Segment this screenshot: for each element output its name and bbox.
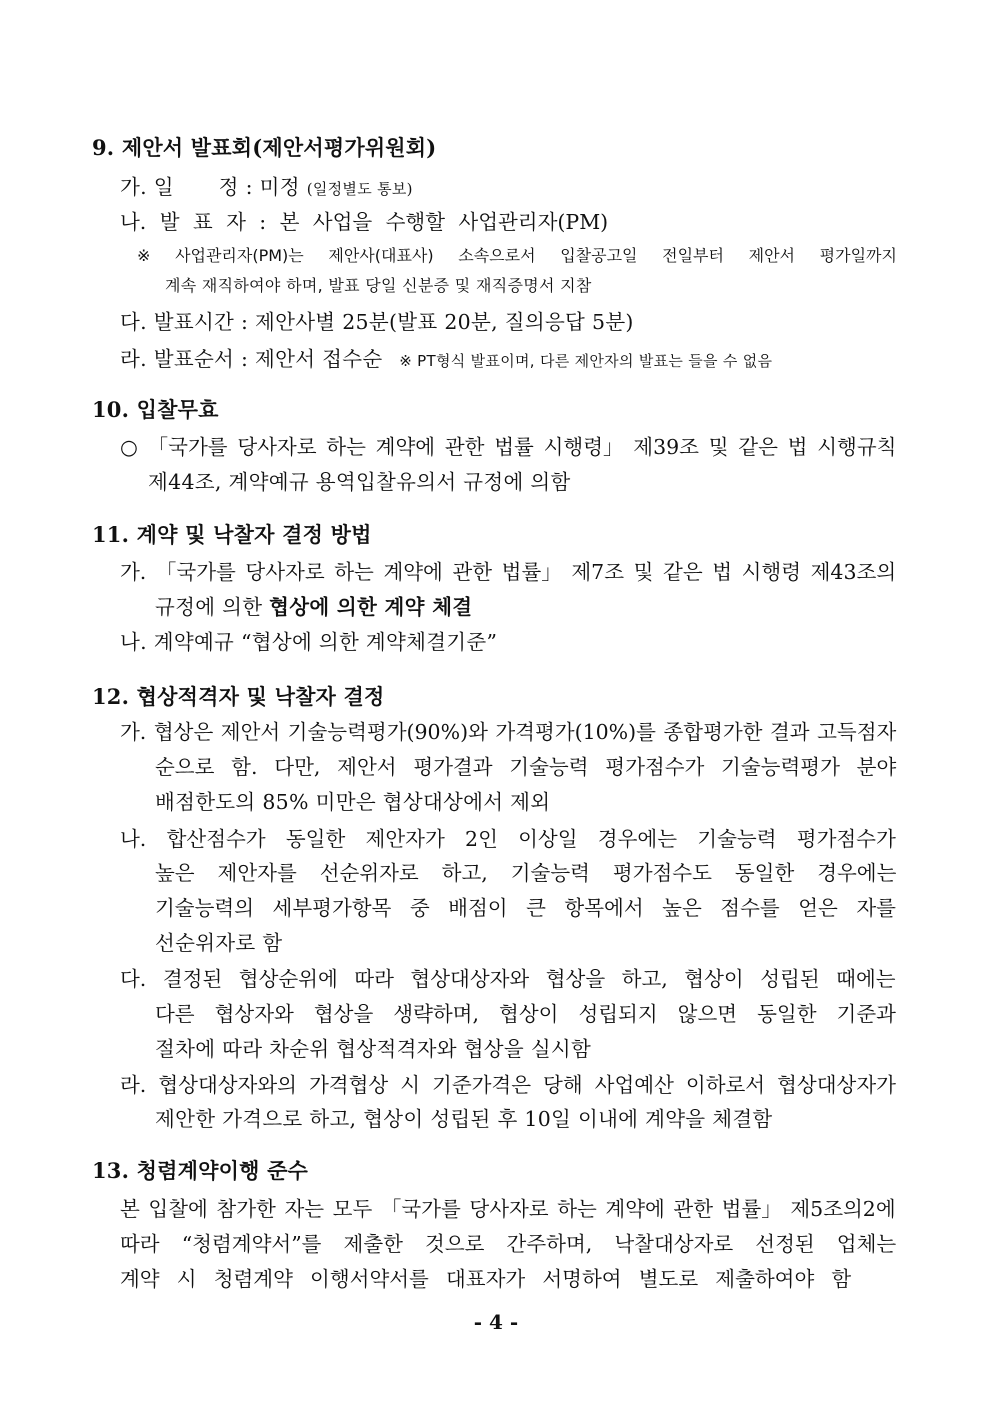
- page-number: - 4 -: [473, 1310, 519, 1334]
- s9-a-value: 미정: [259, 175, 300, 199]
- s9-item-c: 다. 발표시간 : 제안사별 25분(발표 20분, 질의응답 5분): [120, 310, 634, 334]
- section-11-heading: 11. 계약 및 낙찰자 결정 방법: [92, 522, 372, 547]
- s12-c-line2: 다른 협상자와 협상을 생략하며, 협상이 성립되지 않으면 동일한 기준과: [155, 1002, 896, 1026]
- s11-a-line1: 가. 「국가를 당사자로 하는 계약에 관한 법률」 제7조 및 같은 법 시행령 제43조의: [120, 560, 897, 584]
- s9-item-d: [120, 342, 772, 372]
- s12-a-line2: 순으로 함. 다만, 제안서 평가결과 기술능력 평가점수가 기술능력평가 분야: [155, 755, 897, 779]
- s12-d-line2: 제안한 가격으로 하고, 협상이 성립된 후 10일 이내에 계약을 체결함: [155, 1107, 773, 1131]
- s9-d-note: ※ PT형식 발표이며, 다른 제안자의 발표는 들을 수 없음: [399, 352, 773, 370]
- s12-b-line3: 기술능력의 세부평가항목 중 배점이 큰 항목에서 높은 점수를 얻은 자를: [155, 896, 896, 920]
- s12-a-line3: 배점한도의 85% 미만은 협상대상에서 제외: [155, 790, 551, 814]
- s12-d-line1: 라. 협상대상자와의 가격협상 시 기준가격은 당해 사업예산 이하로서 협상대상자가: [120, 1073, 896, 1097]
- s11-a-line2-bold: 협상에 의한 계약 체결: [269, 595, 473, 619]
- section-9-heading: 9. 제안서 발표회(제안서평가위원회): [92, 135, 437, 160]
- s11-a-line2: [155, 590, 472, 620]
- s10-line2: 제44조, 계약예규 용역입찰유의서 규정에 의함: [148, 470, 571, 494]
- s12-b-line4: 선순위자로 함: [155, 931, 283, 955]
- s12-b-line2: 높은 제안자를 선순위자로 하고, 기술능력 평가점수도 동일한 경우에는: [155, 861, 897, 885]
- s12-c-line3: 절차에 따라 차순위 협상적격자와 협상을 실시함: [155, 1037, 592, 1061]
- s11-a-line2-text: 규정에 의한: [155, 595, 270, 619]
- s9-b-note-line2: 계속 재직하여야 하며, 발표 당일 신분증 및 재직증명서 지참: [165, 276, 592, 295]
- s9-d-text: 라. 발표순서 : 제안서 접수순: [120, 347, 383, 371]
- s13-line1: 본 입찰에 참가한 자는 모두 「국가를 당사자로 하는 계약에 관한 법률」 제5조의2에: [120, 1197, 896, 1221]
- s12-a-line1: 가. 협상은 제안서 기술능력평가(90%)와 가격평가(10%)를 종합평가한 결과 고득점자: [120, 720, 897, 744]
- section-13-heading: 13. 청렴계약이행 준수: [92, 1158, 309, 1183]
- s9-b-note-line1: ※ 사업관리자(PM)는 제안사(대표사) 소속으로서 입찰공고일 전일부터 제안서 평가일까지: [137, 246, 897, 265]
- s9-item-b: 나. 발 표 자 : 본 사업을 수행할 사업관리자(PM): [120, 210, 609, 234]
- s13-line2: 따라 “청렴계약서”를 제출한 것으로 간주하며, 낙찰대상자로 선정된 업체는: [120, 1232, 897, 1256]
- s9-item-a: [120, 170, 413, 200]
- section-10-heading: 10. 입찰무효: [92, 397, 219, 422]
- s9-a-label2: 정 :: [218, 175, 253, 199]
- s12-c-line1: 다. 결정된 협상순위에 따라 협상대상자와 협상을 하고, 협상이 성립된 때에는: [120, 967, 896, 991]
- section-12-heading: 12. 협상적격자 및 낙찰자 결정: [92, 684, 385, 709]
- s9-a-label: 가. 일: [120, 175, 174, 199]
- s13-line3: 계약 시 청렴계약 이행서약서를 대표자가 서명하여 별도로 제출하여야 함: [120, 1267, 852, 1291]
- s11-b-line1: 나. 계약예규 “협상에 의한 계약체결기준”: [120, 630, 498, 654]
- s12-b-line1: 나. 합산점수가 동일한 제안자가 2인 이상일 경우에는 기술능력 평가점수가: [120, 827, 896, 851]
- s10-line1: ○ 「국가를 당사자로 하는 계약에 관한 법률 시행령」 제39조 및 같은 법 시행규칙: [120, 435, 897, 459]
- s9-a-note: (일정별도 통보): [306, 180, 413, 198]
